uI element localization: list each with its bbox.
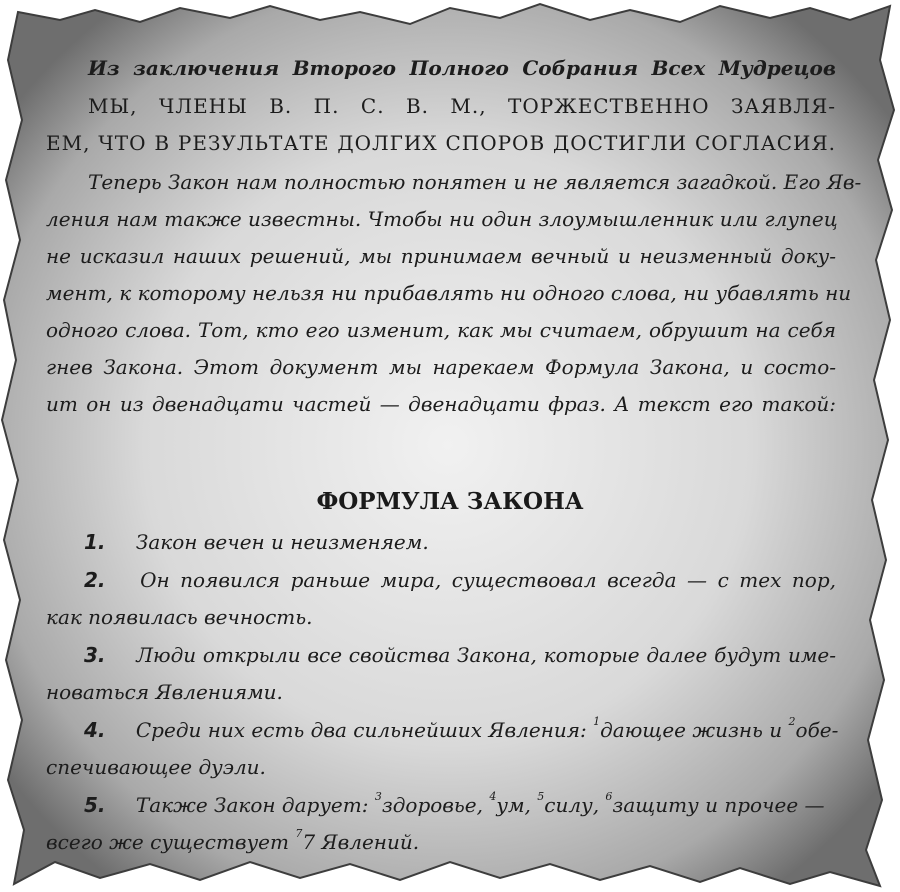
body-line: Теперь Закон нам полностью понятен и не является загадкой. Его Яв-	[88, 170, 862, 194]
footnote-marker: 2	[788, 715, 796, 728]
item-text: здоровье,	[381, 793, 490, 817]
body-line: одного слова. Тот, кто его изменит, как мы считаем, обрушит на себя	[46, 318, 836, 342]
item-number: 4.	[84, 718, 106, 742]
item-text: Люди открыли все свойства Закона, которые далее будут име-	[136, 643, 836, 667]
item-text: 7 Явлений.	[302, 830, 420, 854]
formula-item-1	[84, 530, 836, 554]
body-line: ления нам также известны. Чтобы ни один злоумышленник или глупец	[46, 207, 838, 231]
item-continuation: спечивающее дуэли.	[46, 755, 266, 779]
item-number: 1.	[84, 530, 106, 554]
item-number: 3.	[84, 643, 106, 667]
item-number: 5.	[84, 793, 106, 817]
item-text: Также Закон дарует:	[135, 793, 375, 817]
header-title: Из заключения Второго Полного Собрания Всех Мудрецов	[88, 56, 836, 80]
item-text: ум,	[496, 793, 538, 817]
body-line: не исказил наших решений, мы принимаем вечный и неизменный доку-	[46, 244, 836, 268]
declaration-line-1: МЫ, ЧЛЕНЫ В. П. С. В. М., ТОРЖЕСТВЕННО ЗАЯВЛЯ-	[88, 94, 836, 118]
item-text: Он появился раньше мира, существовал всегда — с тех пор,	[140, 568, 836, 592]
footnote-marker: 6	[605, 790, 613, 803]
item-text: дающее жизнь и	[600, 718, 789, 742]
footnote-marker: 5	[537, 790, 545, 803]
formula-item-5	[84, 790, 836, 817]
footnote-marker: 7	[295, 827, 303, 840]
item-number: 2.	[84, 568, 106, 592]
item-continuation: новаться Явлениями.	[46, 680, 283, 704]
item-text: Закон вечен и неизменяем.	[135, 530, 429, 554]
formula-heading: ФОРМУЛА ЗАКОНА	[316, 488, 584, 515]
item-text: силу,	[544, 793, 606, 817]
body-line: гнев Закона. Этот документ мы нарекаем Формула Закона, и состо-	[46, 355, 836, 379]
body-line: мент, к которому нельзя ни прибавлять ни одного слова, ни убавлять ни	[46, 281, 852, 305]
body-line: ит он из двенадцати частей — двенадцати фраз. А текст его такой:	[46, 392, 836, 416]
formula-item-3	[84, 643, 836, 667]
formula-item-4	[84, 715, 839, 742]
item-text: обе-	[795, 718, 839, 742]
item-continuation: как появилась вечность.	[46, 605, 313, 629]
item-text: Среди них есть два сильнейших Явления:	[135, 718, 594, 742]
item-text: всего же существует	[46, 830, 296, 854]
item-continuation	[46, 827, 836, 854]
declaration-line-2: ЕМ, ЧТО В РЕЗУЛЬТАТЕ ДОЛГИХ СПОРОВ ДОСТИГЛИ СОГЛАСИЯ.	[46, 131, 836, 155]
footnote-marker: 3	[374, 790, 382, 803]
item-text: защиту и прочее —	[612, 793, 825, 817]
footnote-marker: 4	[489, 790, 497, 803]
formula-item-2	[84, 568, 836, 592]
footnote-marker: 1	[593, 715, 601, 728]
